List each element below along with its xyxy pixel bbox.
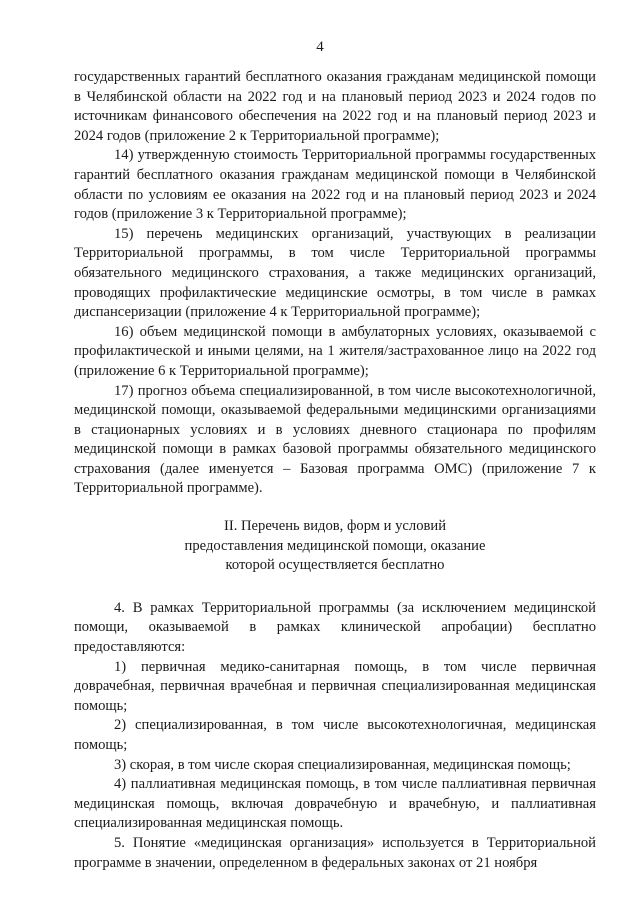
paragraph-item-17: 17) прогноз объема специализированной, в том числе высокотехнологичной, медицинской помощи, оказываемой федеральными медицинскими организациями в стационарных условиях и в условиях дневного стационара по профилям медицинской помощи в рамках базовой программы обязательного медицинского страхования (далее именуется – Базовая программа ОМС) (приложение 7 к Территориальной программе). <box>74 382 596 497</box>
page-number: 4 <box>316 39 324 55</box>
paragraph-clause-4: 4. В рамках Территориальной программы (за исключением медицинской помощи, оказываемой в рамках клинической апробации) бесплатно предоставляются: <box>74 599 596 656</box>
paragraph-item-2: 2) специализированная, в том числе высокотехнологичная, медицинская помощь; <box>74 717 596 753</box>
paragraph-item-4: 4) паллиативная медицинская помощь, в том числе паллиативная первичная медицинская помощь, включая доврачебную и врачебную, и паллиативная специализированная медицинская помощь. <box>74 776 596 832</box>
paragraph-clause-5: 5. Понятие «медицинская организация» используется в Территориальной программе в значении, определенном в федеральных законах от 21 ноября <box>74 834 596 871</box>
paragraph-item-14: 14) утвержденную стоимость Территориальной программы государственных гарантий бесплатного оказания гражданам медицинской помощи в Челябинской области по условиям ее оказания на 2022 год и на плановый период 2023 и 2024 годов (приложение 3 к Территориальной программе); <box>74 147 596 223</box>
paragraph-item-1: 1) первичная медико-санитарная помощь, в том числе первичная доврачебная, первичная врачебная и первичная специализированная медицинская помощь; <box>74 658 596 714</box>
paragraph-item-3: 3) скорая, в том числе скорая специализированная, медицинская помощь; <box>114 756 571 773</box>
document-body <box>74 68 596 873</box>
section-heading <box>74 517 596 576</box>
section-heading-line: которой осуществляется бесплатно <box>225 557 445 574</box>
paragraph-item-15: 15) перечень медицинских организаций, участвующих в реализации Территориальной программы, в том числе Территориальной программы обязательного медицинского страхования, а также медицинских организаций, проводящих профилактические медицинские осмотры, в том числе в рамках диспансеризации (приложение 4 к Территориальной программе); <box>74 225 596 321</box>
paragraph-item-16: 16) объем медицинской помощи в амбулаторных условиях, оказываемой с профилактической и иными целями, на 1 жителя/застрахованное лицо на 2022 год (приложение 6 к Территориальной программе); <box>74 323 596 379</box>
section-heading-line: предоставления медицинской помощи, оказание <box>184 537 486 554</box>
section-heading-line: II. Перечень видов, форм и условий <box>223 518 447 535</box>
paragraph-continuation: государственных гарантий бесплатного оказания гражданам медицинской помощи в Челябинской области на 2022 год и на плановый период 2023 и 2024 годов по источникам финансового обеспечения на 2022 год и на плановый период 2023 и 2024 годов (приложение 2 к Территориальной программе); <box>74 69 596 144</box>
